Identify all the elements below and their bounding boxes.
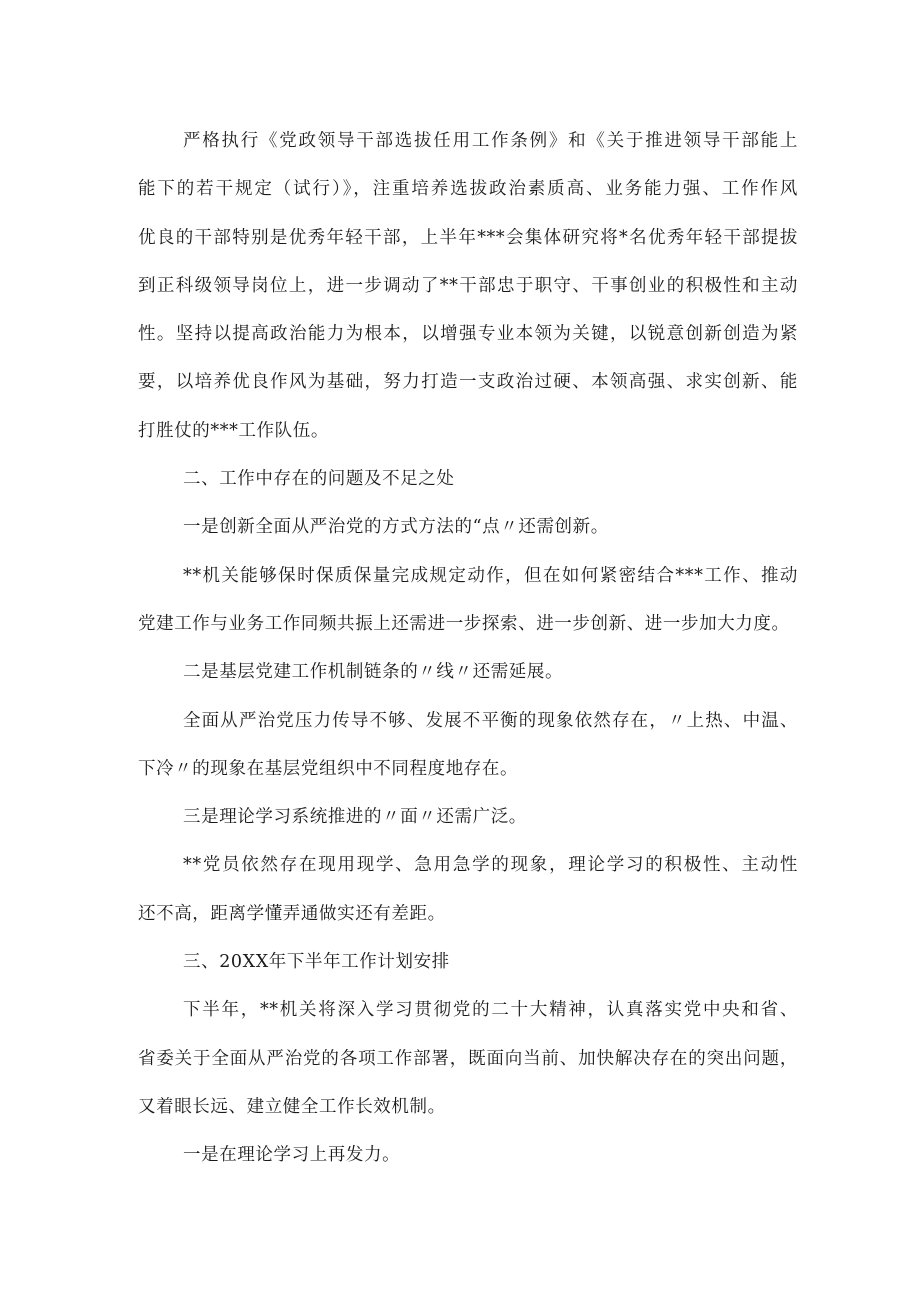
section-heading: 二、工作中存在的问题及不足之处 [183, 469, 455, 490]
paragraph-line: **机关能够保时保质保量完成规定动作，但在如何紧密结合***工作、推动 [183, 565, 798, 586]
paragraph-line: 要，以培养优良作风为基础，努力打造一支政治过硬、本领高强、求实创新、能 [138, 372, 798, 393]
subheading: 一是在理论学习上再发力。 [183, 1145, 401, 1166]
paragraph-line: 能下的若干规定（试行）》，注重培养选拔政治素质高、业务能力强、工作作风 [138, 179, 798, 200]
subheading: 二是基层党建工作机制链条的〃线〃还需延展。 [183, 662, 564, 683]
paragraph-line: 优良的干部特别是优秀年轻干部，上半年***会集体研究将*名优秀年轻干部提拔 [138, 227, 798, 248]
paragraph-line: 下冷〃的现象在基层党组织中不同程度地存在。 [138, 758, 519, 779]
paragraph-line: 打胜仗的***工作队伍。 [138, 420, 329, 441]
paragraph-line: 还不高，距离学懂弄通做实还有差距。 [138, 903, 446, 924]
paragraph-line: 性。坚持以提高政治能力为根本，以增强专业本领为关键，以锐意创新创造为紧 [138, 324, 798, 345]
subheading: 三是理论学习系统推进的〃面〃还需广泛。 [183, 807, 527, 828]
section-heading: 三、20XX年下半年工作计划安排 [183, 952, 450, 973]
paragraph-line: 又着眼长远、建立健全工作长效机制。 [138, 1096, 446, 1117]
paragraph-line: 省委关于全面从严治党的各项工作部署，既面向当前、加快解决存在的突出问题， [138, 1048, 798, 1069]
paragraph-line: 到正科级领导岗位上，进一步调动了**干部忠于职守、干事创业的积极性和主动 [138, 275, 798, 296]
paragraph-line: 党建工作与业务工作同频共振上还需进一步探索、进一步创新、进一步加大力度。 [138, 613, 790, 634]
paragraph-line: **党员依然存在现用现学、急用急学的现象，理论学习的积极性、主动性 [183, 855, 798, 876]
paragraph-line: 下半年，**机关将深入学习贯彻党的二十大精神，认真落实党中央和省、 [183, 1000, 798, 1021]
subheading: 一是创新全面从严治党的方式方法的“点〃还需创新。 [183, 517, 609, 538]
paragraph-line: 严格执行《党政领导干部选拔任用工作条例》和《关于推进领导干部能上 [183, 131, 798, 151]
paragraph-line: 全面从严治党压力传导不够、发展不平衡的现象依然存在，〃上热、中温、 [183, 710, 798, 731]
document-body [138, 121, 798, 1184]
